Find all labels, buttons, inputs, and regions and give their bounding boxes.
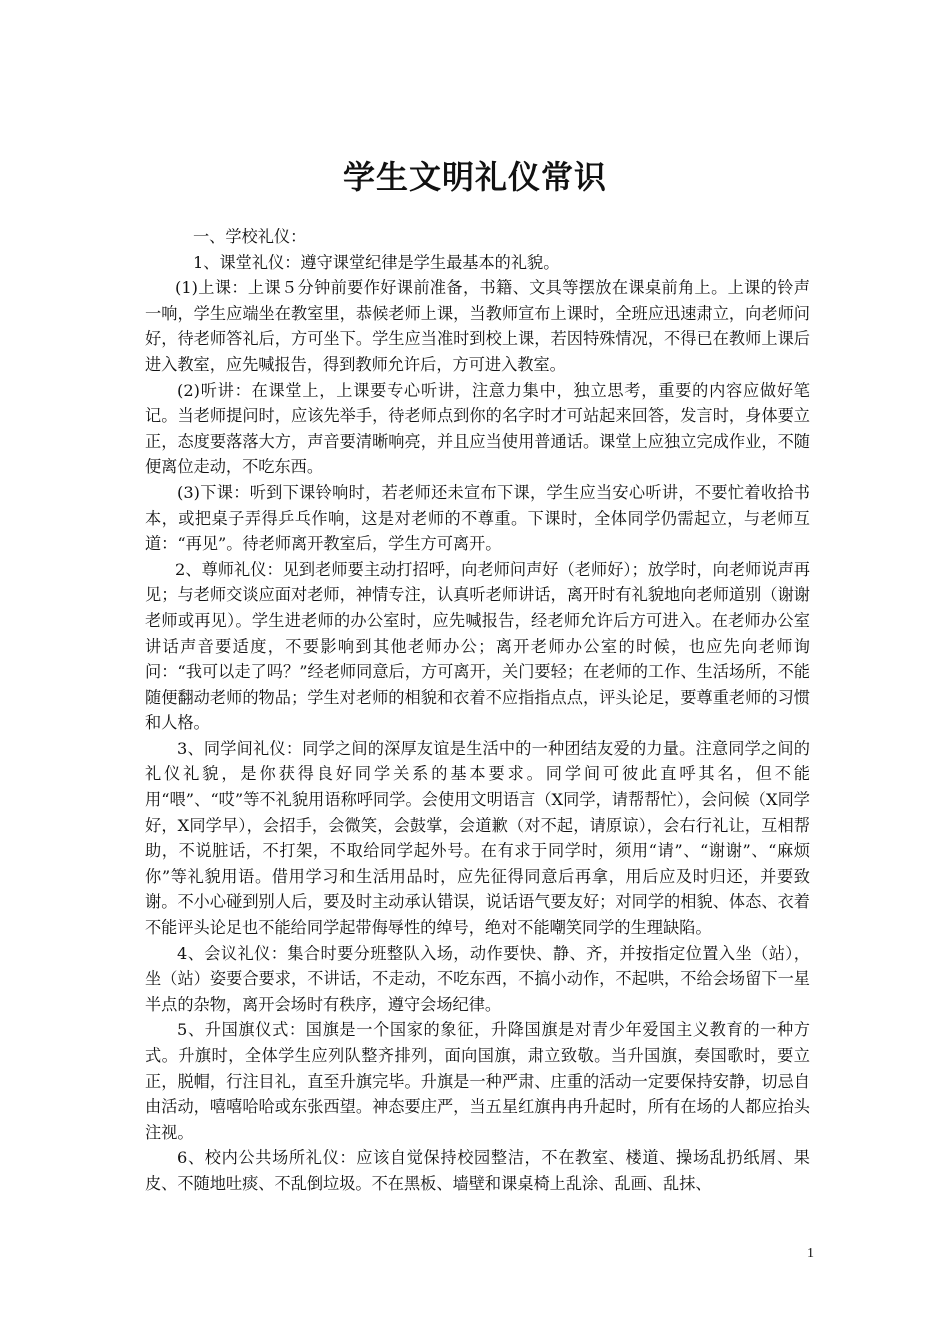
paragraph-dismissal: (3)下课：听到下课铃响时，若老师还未宣布下课，学生应当安心听讲，不要忙着收拾书本，或把桌子弄得乒乓作响，这是对老师的不尊重。下课时，全体同学仍需起立，与老师互道：“再见”。待老师离开教室后，学生方可离开。	[145, 482, 810, 554]
page-number: 1	[807, 1246, 814, 1261]
section-heading: 一、学校礼仪：	[193, 227, 307, 246]
paragraph-classroom-etiquette: 1、课堂礼仪：遵守课堂纪律是学生最基本的礼貌。	[193, 252, 560, 272]
paragraph-meeting: 4、会议礼仪：集合时要分班整队入场，动作要快、静、齐，并按指定位置入坐（站），坐（站）姿要合要求，不讲话，不走动，不吃东西，不搞小动作，不起哄，不给会场留下一星半点的杂物，离开会场时有秩序，遵守会场纪律。	[145, 943, 810, 1014]
paragraph-respect-teacher: 2、尊师礼仪：见到老师要主动打招呼，向老师问声好（老师好）；放学时，向老师说声再见；与老师交谈应面对老师，神情专注，认真听老师讲话，离开时有礼貌地向老师道别（谢谢老师或再见）。学生进老师的办公室时，应先喊报告，经老师允许后方可进入。在老师办公室讲话声音要适度，不要影响到其他老师办公；离开老师办公室的时候，也应先向老师询问：“我可以走了吗？”经老师同意后，方可离开，关门要轻；在老师的工作、生活场所，不能随便翻动老师的物品；学生对老师的相貌和衣着不应指指点点，评头论足，要尊重老师的习惯和人格。	[145, 559, 810, 733]
paragraph-flag-ceremony: 5、升国旗仪式：国旗是一个国家的象征，升降国旗是对青少年爱国主义教育的一种方式。升旗时，全体学生应列队整齐排列，面向国旗，肃立致敬。当升国旗，奏国歌时，要立正，脱帽，行注目礼，直至升旗完毕。升旗是一种严肃、庄重的活动一定要保持安静，切忌自由活动，嘻嘻哈哈或东张西望。神态要庄严，当五星红旗冉冉升起时，所有在场的人都应抬头注视。	[145, 1020, 810, 1142]
document-body	[145, 224, 810, 1197]
document-title: 学生文明礼仪常识	[342, 158, 607, 196]
paragraph-public-places: 6、校内公共场所礼仪：应该自觉保持校园整洁，不在教室、楼道、操场乱扔纸屑、果皮、不随地吐痰、不乱倒垃圾。不在黑板、墙壁和课桌椅上乱涂、乱画、乱抹、	[145, 1148, 810, 1193]
paragraph-classmates: 3、同学间礼仪：同学之间的深厚友谊是生活中的一种团结友爱的力量。注意同学之间的礼仪礼貌，是你获得良好同学关系的基本要求。同学间可彼此直呼其名，但不能用“喂”、“哎”等不礼貌用语称呼同学。会使用文明语言（X同学，请帮帮忙），会问候（X同学好，X同学早），会招手，会微笑，会鼓掌，会道歉（对不起，请原谅），会右行礼让，互相帮助，不说脏话，不打架，不取给同学起外号。在有求于同学时，须用“请”、“谢谢”、“麻烦你”等礼貌用语。借用学习和生活用品时，应先征得同意后再拿，用后应及时归还，并要致谢。不小心碰到别人后，要及时主动承认错误，说话语气要友好；对同学的相貌、体态、衣着不能评头论足也不能给同学起带侮辱性的绰号，绝对不能嘲笑同学的生理缺陷。	[145, 738, 810, 938]
paragraph-attending-class: (1)上课：上课５分钟前要作好课前准备，书籍、文具等摆放在课桌前角上。上课的铃声一响，学生应端坐在教室里，恭候老师上课，当教师宣布上课时，全班应迅速肃立，向老师问好，待老师答礼后，方可坐下。学生应当准时到校上课，若因特殊情况，不得已在教师上课后进入教室，应先喊报告，得到教师允许后，方可进入教室。	[145, 278, 810, 374]
paragraph-listening: (2)听讲：在课堂上，上课要专心听讲，注意力集中，独立思考，重要的内容应做好笔记。当老师提问时，应该先举手，待老师点到你的名字时才可站起来回答，发言时，身体要立正，态度要落落大方，声音要清晰响亮，并且应当使用普通话。课堂上应独立完成作业，不随便离位走动，不吃东西。	[145, 380, 810, 477]
